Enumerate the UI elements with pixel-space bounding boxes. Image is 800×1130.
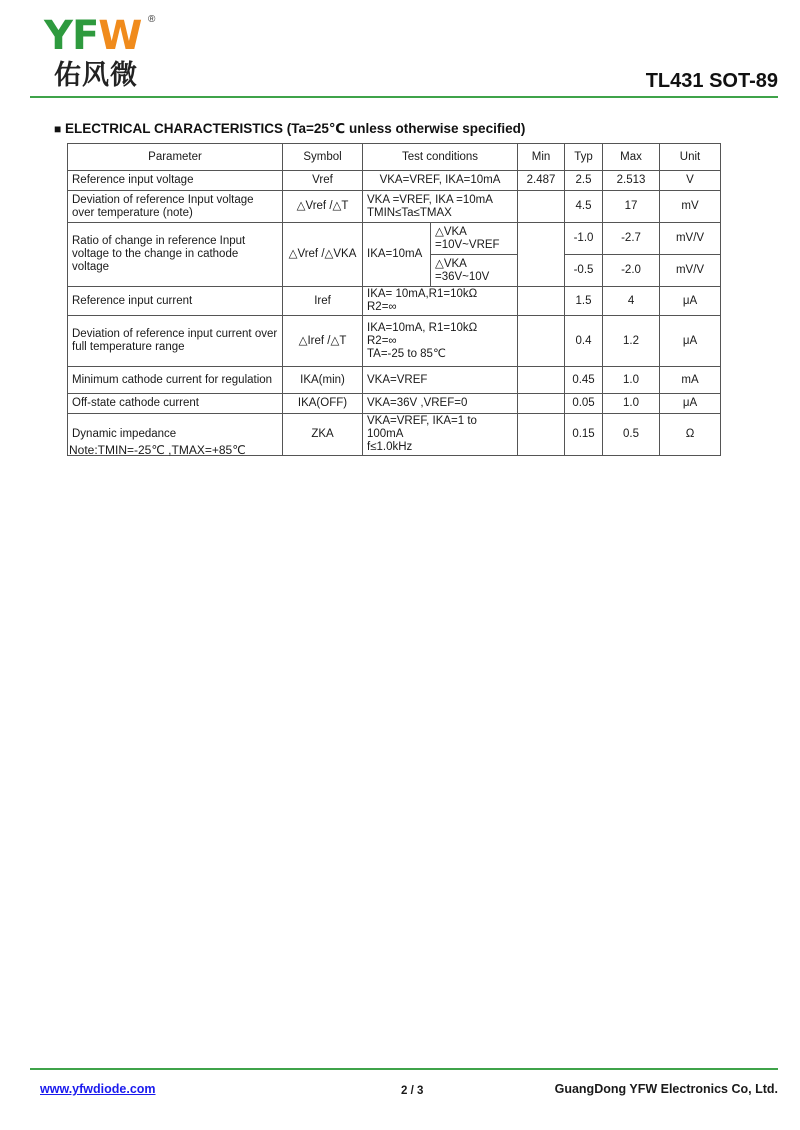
header-symbol: Symbol (283, 144, 363, 171)
table-note: Note:TMIN=-25℃ ,TMAX=+85℃ (69, 443, 246, 457)
website-link[interactable]: www.yfwdiode.com (40, 1082, 156, 1096)
cell-max: 0.5 (603, 414, 660, 456)
cell-parameter: Ratio of change in reference Input voltage to the change in cathode voltage (68, 223, 283, 287)
table-row (68, 191, 721, 223)
table-row (68, 287, 721, 316)
cell-typ: -0.5 (565, 255, 603, 287)
cell-unit: mV/V (660, 223, 721, 255)
table-header-row (68, 144, 721, 171)
cell-typ: 2.5 (565, 171, 603, 191)
cell-parameter: Minimum cathode current for regulation (68, 367, 283, 394)
cell-sub-condition: △VKA =36V~10V (431, 255, 518, 287)
table-row (68, 394, 721, 414)
cell-max: 1.2 (603, 316, 660, 367)
cell-typ: 4.5 (565, 191, 603, 223)
cell-unit: μA (660, 316, 721, 367)
cell-min: 2.487 (518, 171, 565, 191)
cell-min (518, 394, 565, 414)
cell-unit: μA (660, 287, 721, 316)
cell-max: -2.0 (603, 255, 660, 287)
cell-symbol: IKA(min) (283, 367, 363, 394)
cell-conditions: VKA=VREF, IKA=10mA (363, 171, 518, 191)
electrical-characteristics-table (67, 143, 721, 456)
cell-symbol: △Vref /△VKA (283, 223, 363, 287)
logo-mark: YFW (44, 13, 142, 59)
cell-min (518, 316, 565, 367)
section-title: ■ ELECTRICAL CHARACTERISTICS (Ta=25℃ unless otherwise specified) (54, 121, 526, 136)
header-unit: Unit (660, 144, 721, 171)
table-row (68, 171, 721, 191)
table-row (68, 367, 721, 394)
cell-min (518, 191, 565, 223)
cell-parameter: Reference input current (68, 287, 283, 316)
cell-conditions: VKA=VREF, IKA=1 to 100mA f≤1.0kHz (363, 414, 518, 456)
bullet-square-icon: ■ (54, 122, 62, 136)
cell-unit: mV (660, 191, 721, 223)
cell-symbol: Iref (283, 287, 363, 316)
footer-divider (30, 1068, 778, 1070)
cell-min (518, 287, 565, 316)
cell-symbol: IKA(OFF) (283, 394, 363, 414)
cell-symbol: △Vref /△T (283, 191, 363, 223)
part-number-title: TL431 SOT-89 (645, 70, 778, 92)
cell-parameter: Dynamic impedance (68, 414, 283, 456)
header-min: Min (518, 144, 565, 171)
cell-typ: -1.0 (565, 223, 603, 255)
header-typ: Typ (565, 144, 603, 171)
cell-typ: 0.05 (565, 394, 603, 414)
header-max: Max (603, 144, 660, 171)
cell-typ: 0.45 (565, 367, 603, 394)
header-parameter: Parameter (68, 144, 283, 171)
cell-conditions: VKA =VREF, IKA =10mA TMIN≤Ta≤TMAX (363, 191, 518, 223)
cell-symbol: Vref (283, 171, 363, 191)
page-number: 2 / 3 (401, 1085, 424, 1097)
cell-conditions: VKA=36V ,VREF=0 (363, 394, 518, 414)
cell-unit: mV/V (660, 255, 721, 287)
cell-typ: 0.4 (565, 316, 603, 367)
cell-max: 4 (603, 287, 660, 316)
cell-conditions: IKA= 10mA,R1=10kΩ R2=∞ (363, 287, 518, 316)
cell-symbol: ZKA (283, 414, 363, 456)
company-logo (44, 14, 164, 94)
header-test-conditions: Test conditions (363, 144, 518, 171)
cell-unit: V (660, 171, 721, 191)
header-divider (30, 96, 778, 98)
cell-parameter: Deviation of reference input current over full temperature range (68, 316, 283, 367)
cell-min (518, 414, 565, 456)
cell-parameter: Deviation of reference Input voltage over temperature (note) (68, 191, 283, 223)
company-name: GuangDong YFW Electronics Co, Ltd. (554, 1082, 778, 1096)
registered-mark: ® (148, 14, 156, 25)
cell-conditions: IKA=10mA (363, 223, 431, 287)
cell-conditions: VKA=VREF (363, 367, 518, 394)
cell-conditions: IKA=10mA, R1=10kΩ R2=∞ TA=-25 to 85℃ (363, 316, 518, 367)
cell-max: 1.0 (603, 367, 660, 394)
cell-sub-condition: △VKA =10V~VREF (431, 223, 518, 255)
cell-min (518, 367, 565, 394)
cell-max: -2.7 (603, 223, 660, 255)
cell-max: 2.513 (603, 171, 660, 191)
cell-symbol: △Iref /△T (283, 316, 363, 367)
table-row (68, 316, 721, 367)
cell-unit: mA (660, 367, 721, 394)
cell-parameter: Off-state cathode current (68, 394, 283, 414)
cell-unit: Ω (660, 414, 721, 456)
cell-typ: 1.5 (565, 287, 603, 316)
cell-typ: 0.15 (565, 414, 603, 456)
table-row (68, 223, 721, 255)
cell-max: 1.0 (603, 394, 660, 414)
logo-chinese-name: 佑风微 (54, 60, 138, 91)
cell-max: 17 (603, 191, 660, 223)
cell-unit: μA (660, 394, 721, 414)
cell-min (518, 223, 565, 287)
cell-parameter: Reference input voltage (68, 171, 283, 191)
